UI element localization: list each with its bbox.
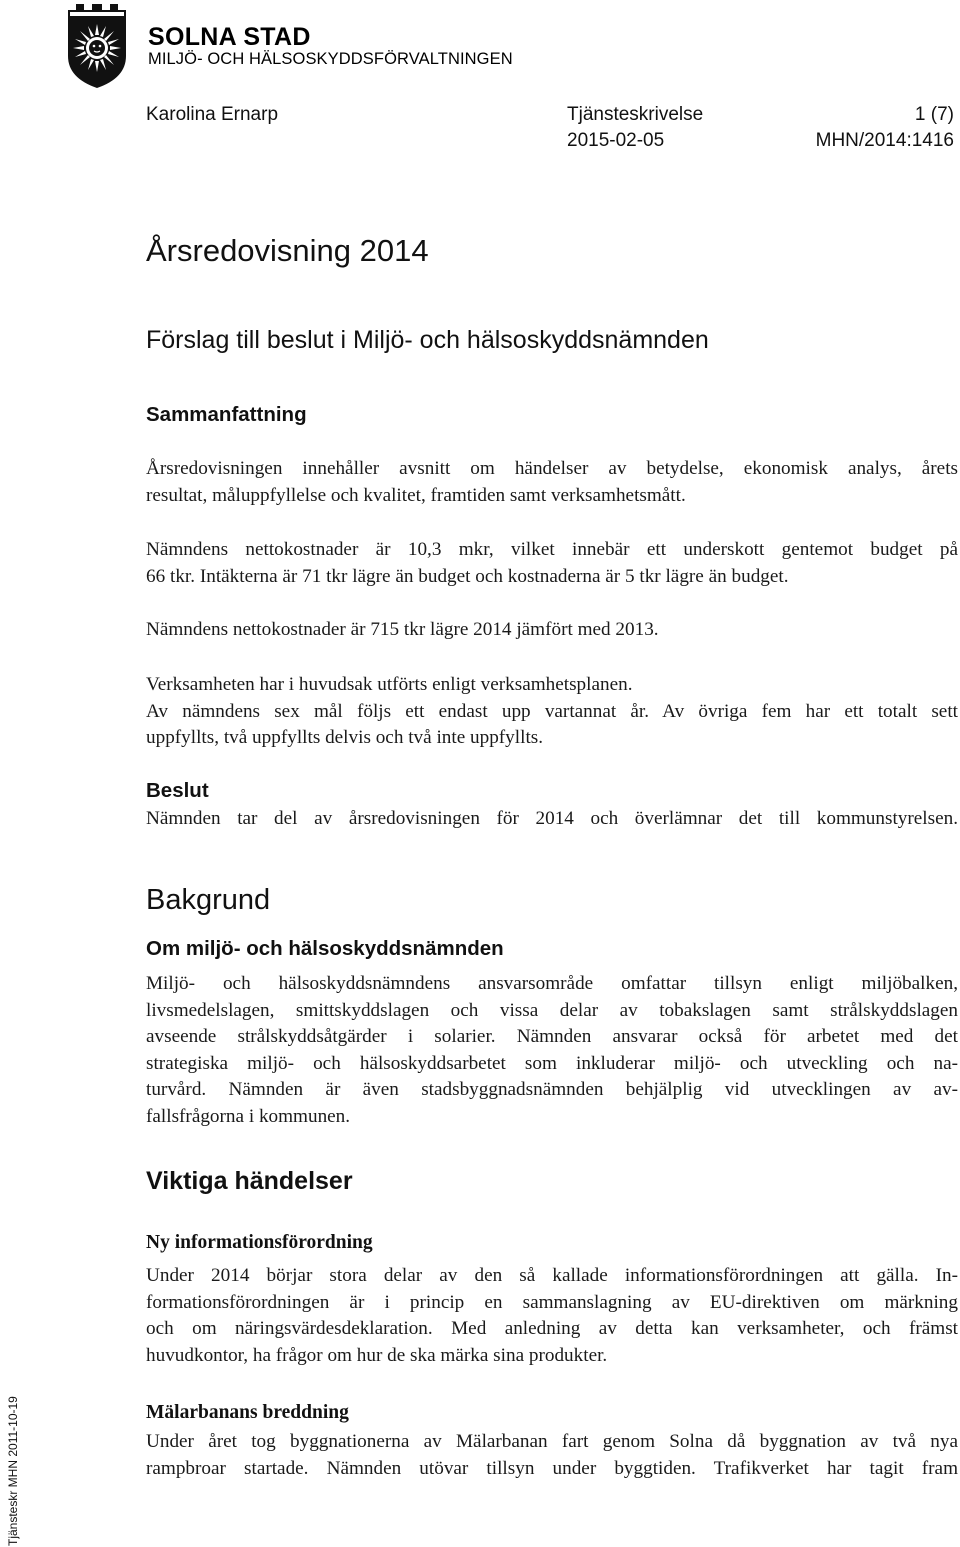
event-2-heading: Mälarbanans breddning xyxy=(146,1402,349,1423)
events-heading: Viktiga händelser xyxy=(146,1167,353,1195)
background-heading: Bakgrund xyxy=(146,884,271,916)
text-line: Under 2014 börjar stora delar av den så kallade informationsförordningen att gälla. In- xyxy=(146,1265,958,1286)
event-2-paragraph xyxy=(146,1429,958,1482)
org-name: SOLNA STAD xyxy=(148,23,311,51)
decision-heading: Beslut xyxy=(146,779,209,802)
text-line: Verksamheten har i huvudsak utförts enligt verksamhetsplanen. xyxy=(146,674,633,695)
text-line: resultat, måluppfyllelse och kvalitet, framtiden samt verksamhetsmått. xyxy=(146,484,686,506)
text-line: uppfyllts, två uppfyllts delvis och två inte uppfyllts. xyxy=(146,727,544,749)
document-date: 2015-02-05 xyxy=(567,130,665,151)
text-line: Av nämndens sex mål följs ett endast upp vartannat år. Av övriga fem har ett totalt sett xyxy=(146,700,958,722)
summary-paragraph-4 xyxy=(146,672,958,752)
document-subtitle: Förslag till beslut i Miljö- och hälsoskyddsnämnden xyxy=(146,326,709,354)
text-line: 66 tkr. Intäkterna är 71 tkr lägre än budget och kostnaderna är 5 tkr lägre än budget. xyxy=(146,565,789,587)
text-line: rampbroar startade. Nämnden utövar tillsyn under byggtiden. Trafikverket har tagit fram xyxy=(146,1457,958,1479)
decision-paragraph xyxy=(146,806,958,833)
solna-crest-sun-icon xyxy=(64,0,130,90)
about-paragraph xyxy=(146,971,958,1131)
text-line: livsmedelslagen, smittskyddslagen och vissa delar av tobakslagen samt strålskyddslagen xyxy=(146,999,958,1021)
template-stamp: Tjänsteskr MHN 2011-10-19 xyxy=(6,1396,20,1546)
text-line: Nämnden tar del av årsredovisningen för 2014 och överlämnar det till kommunstyrelsen. xyxy=(146,808,958,829)
text-line: avseende strålskyddsåtgärder i solarier. Nämnden ansvarar också för arbetet med det xyxy=(146,1026,958,1048)
document-reference: MHN/2014:1416 xyxy=(815,130,954,151)
page-number: 1 (7) xyxy=(914,104,954,125)
text-line: och om näringsvärdesdeklaration. Med anledning av detta kan verksamheter, och främst xyxy=(146,1318,958,1340)
text-line: huvudkontor, ha frågor om hur de ska märka sina produkter. xyxy=(146,1344,608,1366)
event-1-paragraph xyxy=(146,1263,958,1369)
text-line: Nämndens nettokostnader är 10,3 mkr, vilket innebär ett underskott gentemot budget på xyxy=(146,539,958,560)
summary-paragraph-3 xyxy=(146,617,958,644)
summary-paragraph-2 xyxy=(146,537,958,590)
text-line: formationsförordningen är i princip en sammanslagning av EU-direktiven om märkning xyxy=(146,1291,958,1313)
document-title: Årsredovisning 2014 xyxy=(146,233,429,268)
summary-heading: Sammanfattning xyxy=(146,403,307,426)
summary-paragraph-1 xyxy=(146,456,958,509)
event-1-heading: Ny informationsförordning xyxy=(146,1232,373,1253)
text-line: turvård. Nämnden är även stadsbyggnadsnämnden behjälplig vid utvecklingen av av- xyxy=(146,1079,958,1101)
text-line: Under året tog byggnationerna av Mälarbanan fart genom Solna då byggnation av två nya xyxy=(146,1431,958,1452)
text-line: strategiska miljö- och hälsoskyddsarbetet som inkluderar miljö- och utveckling och na- xyxy=(146,1052,958,1074)
text-line: fallsfrågorna i kommunen. xyxy=(146,1105,351,1127)
document-type: Tjänsteskrivelse xyxy=(567,104,704,125)
text-line: Årsredovisningen innehåller avsnitt om händelser av betydelse, ekonomisk analys, årets xyxy=(146,458,958,479)
text-line: Nämndens nettokostnader är 715 tkr lägre 2014 jämfört med 2013. xyxy=(146,619,659,640)
author-name: Karolina Ernarp xyxy=(146,104,279,125)
org-department: MILJÖ- OCH HÄLSOSKYDDSFÖRVALTNINGEN xyxy=(148,50,513,68)
text-line: Miljö- och hälsoskyddsnämndens ansvarsområde omfattar tillsyn enligt miljöbalken, xyxy=(146,973,958,994)
about-heading: Om miljö- och hälsoskyddsnämnden xyxy=(146,937,504,960)
